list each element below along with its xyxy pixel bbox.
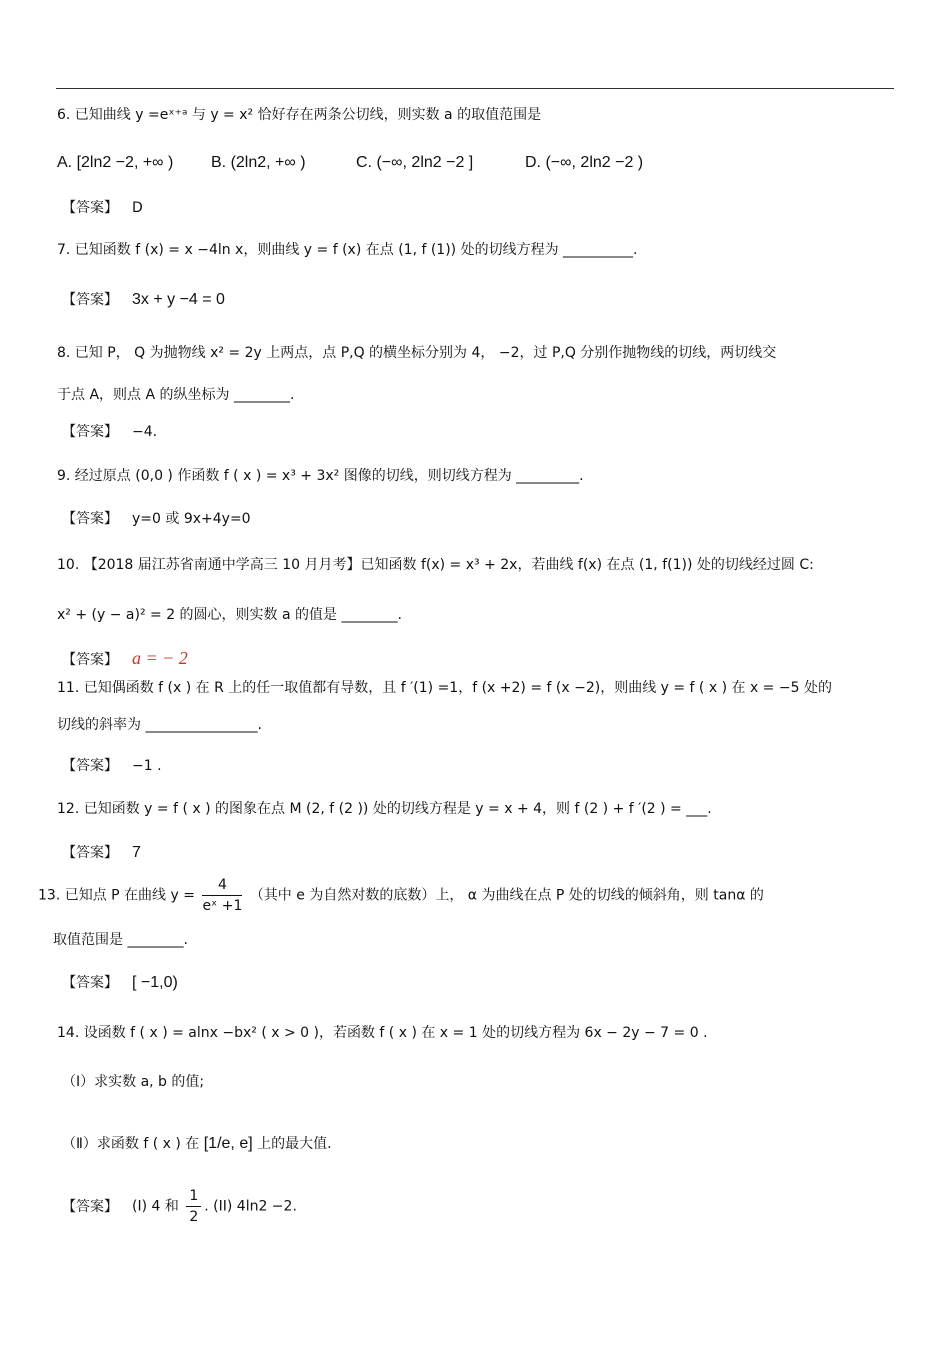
fraction-numerator: 1 [186, 1186, 201, 1207]
q14-answer [62, 1186, 297, 1227]
q12-stem: 12. 已知函数 y = f ( x ) 的图象在点 M (2, f (2 )) 处的切线方程是 y = x + 4，则 f (2 ) + f ′(2 ) = ___. [57, 801, 712, 817]
fraction-numerator: 4 [202, 875, 242, 896]
q6-option-d: D. (−∞, 2ln2 −2 ) [525, 154, 644, 171]
q12-answer [62, 842, 141, 864]
q8-stem-line1: 8. 已知 P， Q 为抛物线 x² = 2y 上两点，点 P,Q 的横坐标分别为 4， −2，过 P,Q 分别作抛物线的切线，两切线交 [57, 345, 777, 361]
answer-value: y=0 或 9x+4y=0 [132, 511, 251, 527]
header-rule [56, 88, 894, 89]
answer-post: . (II) 4ln2 −2. [204, 1198, 297, 1215]
fraction-denominator: 2 [189, 1209, 199, 1225]
q13-stem-pre: 13. 已知点 P 在曲线 y = [38, 887, 195, 904]
q7-answer [62, 289, 225, 311]
q9-answer [62, 508, 251, 530]
q6-answer [62, 197, 143, 219]
q14-part1: （Ⅰ）求实数 a, b 的值; [62, 1074, 205, 1090]
answer-pre: (I) 4 和 [132, 1198, 179, 1215]
q6-stem: 6. 已知曲线 y =eˣ⁺ᵃ 与 y = x² 恰好存在两条公切线，则实数 a 的取值范围是 [57, 107, 542, 123]
q14-part2 [62, 1133, 332, 1155]
q10-stem-line1: 10. 【2018 届江苏省南通中学高三 10 月月考】已知函数 f(x) = x³ + 2x，若曲线 f(x) 在点 (1, f(1)) 处的切线经过圆 C: [57, 557, 814, 573]
q10-answer [62, 647, 188, 671]
answer-label: 【答案】 [62, 511, 118, 527]
q6-option-b: B. (2ln2, +∞ ) [211, 154, 306, 171]
q13-stem-line2: 取值范围是 ________. [53, 932, 188, 948]
answer-label: 【答案】 [62, 292, 118, 308]
q8-stem-line2: 于点 A，则点 A 的纵坐标为 ________. [57, 387, 295, 403]
q14-stem: 14. 设函数 f ( x ) = alnx −bx² ( x > 0 )，若函数 f ( x ) 在 x = 1 处的切线方程为 6x − 2y − 7 = 0 . [57, 1025, 708, 1041]
answer-value: 7 [132, 844, 141, 861]
q13-stem-post: （其中 e 为自然对数的底数）上， α 为曲线在点 P 处的切线的倾斜角，则 tanα 的 [249, 887, 764, 904]
answer-label: 【答案】 [62, 758, 118, 774]
q10-stem-line2: x² + (y − a)² = 2 的圆心，则实数 a 的值是 ________. [57, 607, 402, 623]
q6-option-c: C. (−∞, 2ln2 −2 ] [356, 154, 474, 171]
answer-value: −1 . [132, 758, 162, 774]
answer-label: 【答案】 [62, 845, 118, 861]
answer-value: D [132, 200, 143, 216]
answer-value: [ −1,0) [132, 974, 178, 991]
answer-label: 【答案】 [62, 200, 118, 216]
q9-stem: 9. 经过原点 (0,0 ) 作函数 f ( x ) = x³ + 3x² 图像的切线，则切线方程为 _________. [57, 468, 584, 484]
q11-stem-line1: 11. 已知偶函数 f (x ) 在 R 上的任一取值都有导数，且 f ′(1) =1，f (x +2) = f (x −2)，则曲线 y = f ( x ) 在 x = −5 处的 [57, 680, 832, 696]
answer-value: −4. [132, 424, 158, 440]
q14-part2-post: 上的最大值. [257, 1136, 332, 1152]
answer-label: 【答案】 [62, 975, 118, 991]
q11-stem-line2: 切线的斜率为 ________________. [57, 717, 262, 733]
q14-part2-pre: （Ⅱ）求函数 f ( x ) 在 [62, 1136, 200, 1152]
q13-stem [38, 875, 764, 916]
answer-label: 【答案】 [62, 652, 118, 668]
q11-answer [62, 755, 162, 777]
q13-answer [62, 972, 178, 994]
fraction-denominator: eˣ +1 [202, 898, 243, 914]
q14-interval: [1/e, e] [203, 1135, 253, 1152]
answer-value: 3x + y −4 = 0 [132, 291, 225, 308]
answer-label: 【答案】 [62, 424, 118, 440]
q6-option-a: A. [2ln2 −2, +∞ ) [57, 154, 174, 171]
q7-stem: 7. 已知函数 f (x) = x −4ln x，则曲线 y = f (x) 在点 (1, f (1)) 处的切线方程为 __________. [57, 242, 638, 258]
answer-label: 【答案】 [62, 1198, 118, 1215]
answer-value: a = − 2 [132, 648, 188, 668]
q13-fraction [202, 875, 242, 916]
q8-answer [62, 421, 157, 443]
answer-fraction [186, 1186, 201, 1227]
